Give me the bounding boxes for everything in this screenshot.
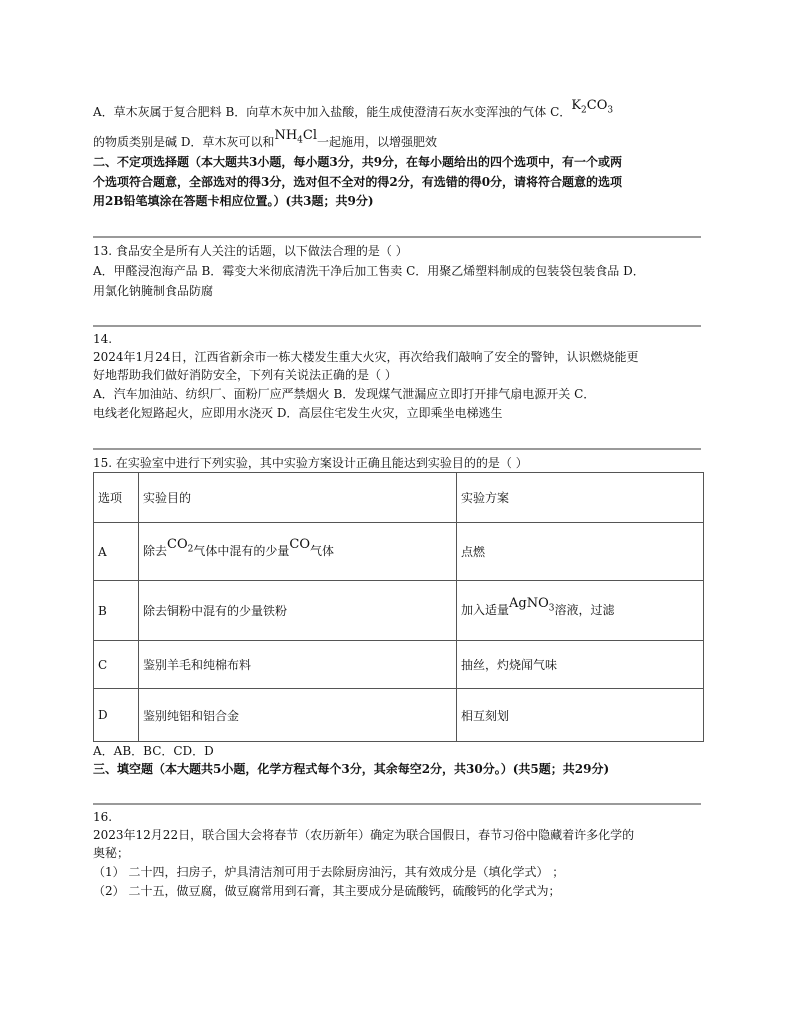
row-a-goal-text3: 气体 (309, 543, 334, 558)
section2-line2: 个选项符合题意，全部选对的得3分，选对但不全对的得2分，有选错的得0分，请将符合题意的选项 (93, 175, 623, 189)
q16-stem-line2: 奥秘； (93, 846, 130, 860)
header-option: 选项 (94, 473, 139, 523)
q15-answer-options: A．AB．BC．CD．D (93, 744, 214, 758)
q16-part1: （1） 二十四，扫房子，炉具清洁剂可用于去除厨房油污，其有效成分是（填化学式） ； (93, 865, 565, 879)
row-c-plan: 抽丝，灼烧闻气味 (457, 641, 704, 689)
row-d-plan: 相互刻划 (457, 689, 704, 742)
divider-q14 (93, 325, 701, 327)
row-d-goal: 鉴别纯铝和铝合金 (139, 689, 457, 742)
row-b-plan-text1: 加入适量 (461, 602, 510, 617)
table-row (94, 523, 704, 581)
q14-options-line2: 电线老化短路起火，应即用水浇灭 D．高层住宅发生火灾，立即乘坐电梯逃生 (93, 406, 503, 420)
nh4cl-nh: NH (274, 128, 298, 143)
q12-line1-text: A．草木灰属于复合肥料 B．向草木灰中加入盐酸，能生成使澄清石灰水变浑浊的气体 C． (93, 105, 572, 119)
row-c-goal: 鉴别羊毛和纯棉布料 (139, 641, 457, 689)
q13-stem: 13. 食品安全是所有人关注的话题，以下做法合理的是（ ） (93, 244, 408, 258)
divider-q13 (93, 236, 701, 238)
section2-line1: 二、不定项选择题（本大题共3小题，每小题3分，共9分，在每小题给出的四个选项中，有一个或两 (93, 155, 623, 169)
q16-stem-line1: 2023年12月22日，联合国大会将春节（农历新年）确定为联合国假日，春节习俗中隐藏着许多化学的 (93, 828, 635, 842)
co2-co: CO (167, 536, 188, 552)
q15-experiment-table (93, 472, 704, 742)
row-b-goal: 除去铜粉中混有的少量铁粉 (139, 581, 457, 641)
table-row (94, 641, 704, 689)
nh4cl-sub4: 4 (297, 135, 303, 146)
header-goal: 实验目的 (139, 473, 457, 523)
co-formula: CO (289, 536, 310, 552)
divider-q15 (93, 448, 701, 450)
agno3-formula (509, 595, 555, 614)
q12-options-line1 (93, 98, 614, 126)
row-a-goal-text1: 除去 (143, 543, 168, 558)
q14-stem-line2: 好地帮助我们做好消防安全，下列有关说法正确的是（ ） (93, 368, 397, 382)
table-header-row (94, 473, 704, 523)
q13-options-line1: A．甲醛浸泡海产品 B．霉变大米彻底清洗干净后加工售卖 C．用聚乙烯塑料制成的包装袋包装食品 D． (93, 264, 645, 278)
q16-part2: （2） 二十五，做豆腐，做豆腐常用到石膏，其主要成分是硫酸钙，硫酸钙的化学式为； (93, 884, 561, 898)
row-b-plan (457, 581, 704, 641)
table-row (94, 581, 704, 641)
q14-stem-line1: 2024年1月24日，江西省新余市一栋大楼发生重大火灾，再次给我们敲响了安全的警钟，认识燃烧能更 (93, 350, 639, 364)
q14-number: 14. (93, 332, 113, 346)
k2co3-formula (571, 98, 614, 116)
co2-formula (167, 536, 194, 555)
row-b-plan-text2: 溶液，过滤 (554, 602, 615, 617)
row-a-goal-text2: 气体中混有的少量 (193, 543, 290, 558)
agno3-ag: AgNO (509, 595, 549, 611)
nh4cl-formula (274, 128, 317, 146)
q12-options-line2 (93, 128, 438, 156)
k2co3-k: K (571, 98, 582, 113)
q12-line2b-text: 一起施用，以增强肥效 (317, 135, 438, 149)
co2-sub2: 2 (187, 544, 194, 555)
q15-stem: 15. 在实验室中进行下列实验，其中实验方案设计正确且能达到实验目的的是（ ） (93, 456, 528, 470)
agno3-sub3: 3 (548, 603, 555, 614)
k2co3-co: CO (586, 98, 608, 113)
q12-line2a-text: 的物质类别是碱 D．草木灰可以和 (93, 135, 275, 149)
header-plan: 实验方案 (457, 473, 704, 523)
row-a-plan: 点燃 (457, 523, 704, 581)
q13-options-line2: 用氯化钠腌制食品防腐 (93, 284, 214, 298)
divider-q16 (93, 803, 701, 805)
q14-options-line1: A．汽车加油站、纺织厂、面粉厂应严禁烟火 B．发现煤气泄漏应立即打开排气扇电源开关 C． (93, 387, 596, 401)
nh4cl-cl: Cl (302, 128, 317, 143)
row-b-option: B (94, 581, 139, 641)
row-d-option: D (94, 689, 139, 742)
row-c-option: C (94, 641, 139, 689)
section3-title: 三、填空题（本大题共5小题，化学方程式每个3分，其余每空2分，共30分。）(共5题；共29分) (93, 762, 610, 776)
k2co3-sub3: 3 (607, 105, 614, 116)
section2-line3: 用2B铅笔填涂在答题卡相应位置。）(共3题；共9分) (93, 194, 374, 208)
q16-number: 16. (93, 810, 113, 824)
k2co3-sub2: 2 (581, 105, 587, 116)
row-a-option: A (94, 523, 139, 581)
table-row (94, 689, 704, 742)
row-a-goal (139, 523, 457, 581)
